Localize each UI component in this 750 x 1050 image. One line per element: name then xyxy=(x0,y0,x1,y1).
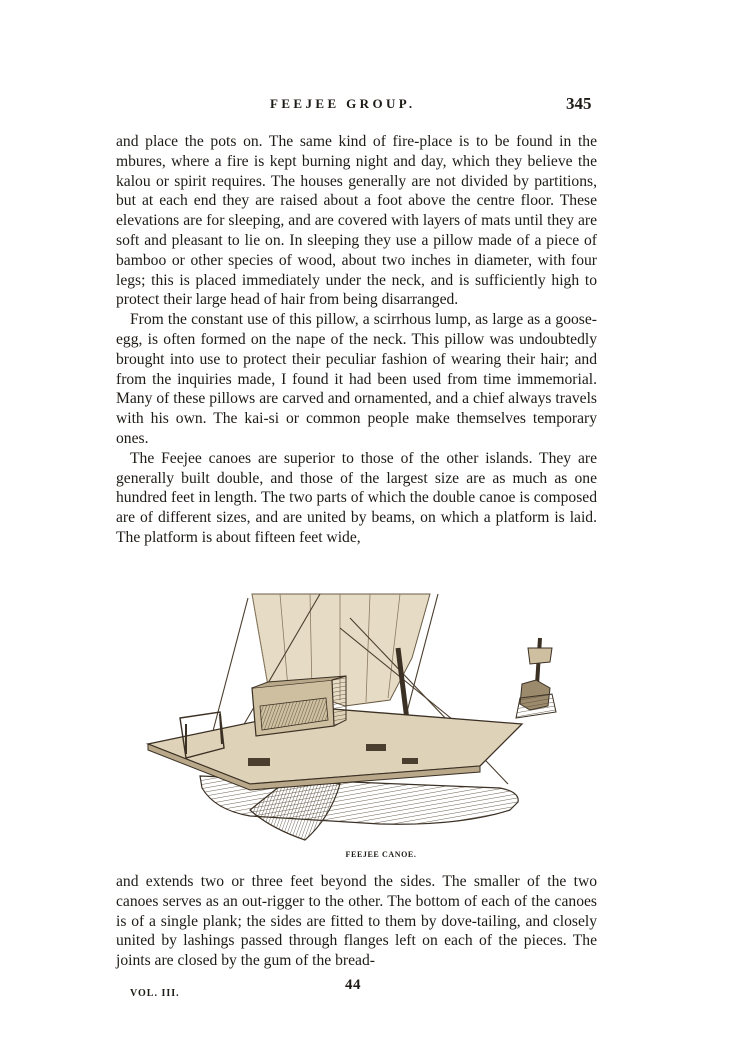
page-header xyxy=(0,96,750,126)
running-title: FEEJEE GROUP. xyxy=(270,96,416,111)
paragraph: and place the pots on. The same kind of fire-place is to be found in the mbures, where a fire is kept burning night and day, which they believe the kalou or spirit requires. The houses generally are not divided by partitions, but at each end they are raised about a foot above the centre floor. These elevations are for sleeping, and are covered with layers of mats until they are soft and pleasant to lie on. In sleeping they use a pillow made of a piece of bamboo or other species of wood, about two inches in diameter, with four legs; this is placed immediately under the neck, and is sufficiently high to protect their large head of hair from being disarranged. xyxy=(116,133,597,309)
paragraph: From the constant use of this pillow, a scirrhous lump, as large as a goose-egg, is often formed on the nape of the neck. This pillow was undoubtedly brought into use to protect their peculiar fashion of wearing their hair; and from the inquiries made, I found it had been used from time immemorial. Many of these pillows are carved and ornamented, and a chief always travels with his own. The kai-si or common people make themselves temporary ones. xyxy=(116,311,597,447)
page-number: 345 xyxy=(566,94,592,113)
signature-mark: 44 xyxy=(345,977,361,993)
body-text-bottom xyxy=(116,872,597,971)
volume-mark: VOL. III. xyxy=(130,988,180,999)
canoe-engraving xyxy=(140,588,610,846)
figure-caption: FEEJEE CANOE. xyxy=(345,850,417,859)
paragraph: The Feejee canoes are superior to those of the other islands. They are generally built double, and those of the largest size are as much as one hundred feet in length. The two parts of which the double canoe is composed are of different sizes, and are united by beams, on which a platform is laid. The platform is about fifteen feet wide, xyxy=(116,449,597,546)
paragraph: and extends two or three feet beyond the sides. The smaller of the two canoes serves as an out-rigger to the other. The bottom of each of the canoes is of a single plank; the sides are fitted to them by dove-tailing, and closely united by lashings passed through flanges left on each of the pieces. The joints are closed by the gum of the bread- xyxy=(116,873,597,970)
pillow-figure xyxy=(516,638,556,718)
body-text-top xyxy=(116,132,597,548)
